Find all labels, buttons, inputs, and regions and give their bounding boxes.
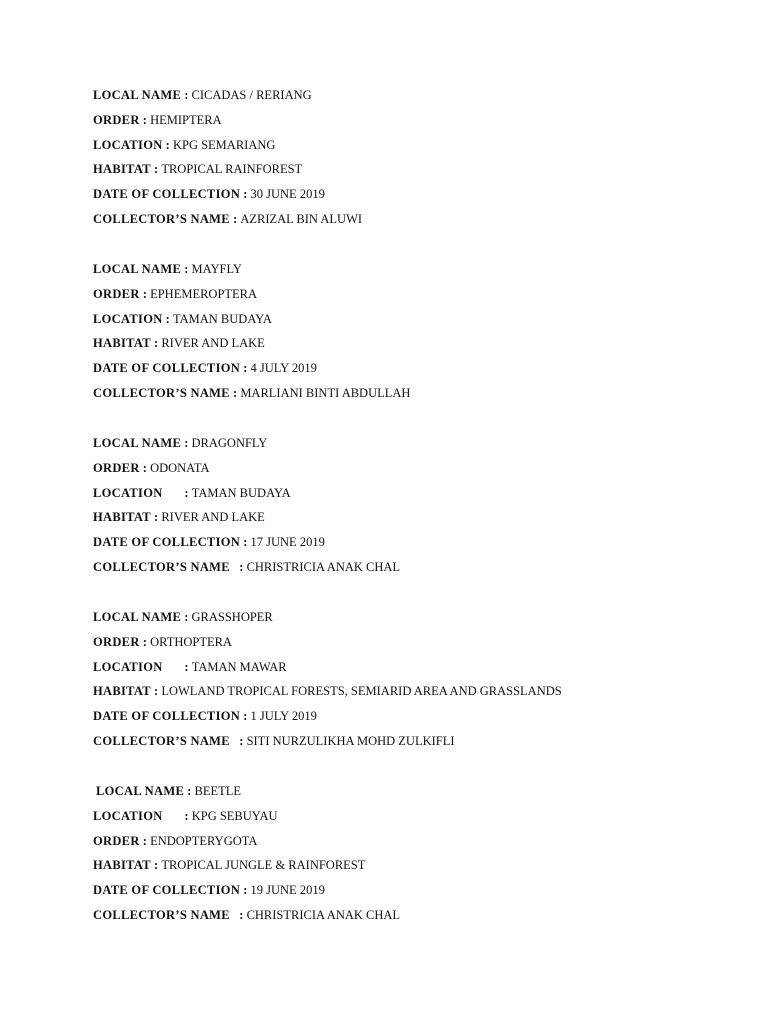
field-label: LOCATION — [93, 485, 163, 500]
field-separator: : — [139, 286, 151, 301]
record-field — [93, 558, 733, 583]
field-label: HABITAT — [93, 684, 151, 699]
field-label: LOCAL NAME — [93, 610, 182, 624]
field-label: DATE OF COLLECTION — [93, 187, 241, 202]
specimen-record — [93, 608, 733, 757]
field-value: 19 JUNE 2019 — [250, 883, 325, 898]
field-separator: : — [139, 634, 151, 649]
field-label: COLLECTOR’S NAME — [93, 385, 230, 400]
field-label: HABITAT — [93, 162, 151, 177]
field-label: ORDER — [93, 460, 140, 475]
field-value: EPHEMEROPTERA — [150, 286, 258, 301]
record-field — [93, 484, 733, 509]
record-field — [93, 334, 733, 359]
field-value: KPG SEBUYAU — [191, 808, 278, 823]
record-field — [93, 136, 733, 161]
field-label: LOCAL NAME — [93, 436, 182, 450]
field-separator: : — [229, 211, 241, 226]
field-label: DATE OF COLLECTION — [93, 535, 241, 550]
record-field — [93, 459, 733, 484]
field-separator: : — [162, 659, 192, 674]
record-field — [93, 533, 733, 558]
field-value: 4 JULY 2019 — [250, 361, 317, 376]
field-separator: : — [240, 187, 251, 202]
field-value: ORTHOPTERA — [150, 634, 232, 649]
field-value: TROPICAL JUNGLE & RAINFOREST — [161, 858, 366, 873]
field-value: DRAGONFLY — [191, 436, 268, 450]
field-value: GRASSHOPER — [191, 610, 273, 624]
record-field — [93, 310, 733, 335]
field-value: MARLIANI BINTI ABDULLAH — [240, 385, 411, 400]
field-separator: : — [150, 336, 162, 351]
specimen-record — [93, 260, 733, 409]
field-separator: : — [229, 559, 247, 574]
field-separator: : — [139, 112, 151, 127]
field-separator: : — [181, 610, 192, 624]
field-separator: : — [162, 137, 173, 152]
field-label: DATE OF COLLECTION — [93, 883, 241, 898]
field-label: COLLECTOR’S NAME — [93, 211, 230, 226]
record-field — [93, 707, 733, 732]
field-separator: : — [139, 460, 151, 475]
record-field — [93, 86, 733, 111]
field-value: 30 JUNE 2019 — [250, 187, 325, 202]
specimen-record — [93, 86, 733, 235]
field-separator: : — [162, 485, 192, 500]
field-separator: : — [150, 510, 162, 525]
record-field — [93, 881, 733, 906]
field-value: 1 JULY 2019 — [250, 709, 317, 724]
record-field — [93, 285, 733, 310]
record-field — [93, 633, 733, 658]
field-label: COLLECTOR’S NAME — [93, 733, 230, 748]
record-field — [93, 384, 733, 409]
field-value: TAMAN BUDAYA — [172, 311, 272, 326]
record-field — [93, 732, 733, 757]
record-field — [93, 906, 733, 931]
record-field — [93, 608, 733, 633]
field-label: ORDER — [93, 286, 140, 301]
field-separator: : — [181, 436, 192, 450]
field-separator: : — [181, 262, 192, 276]
field-value: TAMAN BUDAYA — [191, 485, 291, 500]
field-value: HEMIPTERA — [150, 112, 222, 127]
field-separator: : — [229, 733, 247, 748]
record-field — [93, 508, 733, 533]
field-separator: : — [162, 311, 173, 326]
field-separator: : — [240, 361, 251, 376]
record-field — [93, 434, 733, 459]
record-field — [93, 658, 733, 683]
field-value: AZRIZAL BIN ALUWI — [240, 211, 363, 226]
record-field — [93, 782, 733, 807]
field-separator: : — [181, 88, 192, 102]
record-field — [93, 807, 733, 832]
field-separator: : — [162, 808, 192, 823]
field-value: MAYFLY — [191, 262, 242, 276]
field-separator: : — [240, 535, 251, 550]
field-value: SITI NURZULIKHA MOHD ZULKIFLI — [246, 733, 455, 748]
field-value: CHRISTRICIA ANAK CHAL — [246, 907, 401, 922]
record-field — [93, 111, 733, 136]
specimen-record — [93, 434, 733, 583]
field-label: ORDER — [93, 833, 140, 848]
record-field — [93, 160, 733, 185]
field-label: LOCAL NAME — [96, 784, 185, 798]
record-field — [93, 856, 733, 881]
record-field — [93, 210, 733, 235]
field-value: CHRISTRICIA ANAK CHAL — [246, 559, 401, 574]
field-value: ENDOPTERYGOTA — [150, 833, 258, 848]
field-label: HABITAT — [93, 336, 151, 351]
field-label: LOCATION — [93, 311, 163, 326]
field-label: COLLECTOR’S NAME — [93, 559, 230, 574]
record-field — [93, 359, 733, 384]
field-label: DATE OF COLLECTION — [93, 361, 241, 376]
field-separator: : — [184, 784, 195, 798]
record-field — [93, 832, 733, 857]
field-separator: : — [150, 162, 162, 177]
field-value: KPG SEMARIANG — [172, 137, 276, 152]
field-value: ODONATA — [150, 460, 210, 475]
field-label: HABITAT — [93, 858, 151, 873]
field-value: LOWLAND TROPICAL FORESTS, SEMIARID AREA AND GRASSLANDS — [161, 684, 562, 699]
field-value: RIVER AND LAKE — [161, 510, 265, 525]
field-label: LOCATION — [93, 808, 163, 823]
field-label: COLLECTOR’S NAME — [93, 907, 230, 922]
field-value: RIVER AND LAKE — [161, 336, 265, 351]
field-value: CICADAS / RERIANG — [191, 88, 312, 102]
field-label: DATE OF COLLECTION — [93, 709, 241, 724]
field-value: TROPICAL RAINFOREST — [161, 162, 303, 177]
field-value: BEETLE — [194, 784, 242, 798]
field-value: 17 JUNE 2019 — [250, 535, 325, 550]
field-label: ORDER — [93, 634, 140, 649]
field-separator: : — [240, 883, 251, 898]
field-separator: : — [229, 907, 247, 922]
record-field — [93, 682, 733, 707]
field-label: LOCAL NAME — [93, 262, 182, 276]
field-separator: : — [150, 684, 162, 699]
field-separator: : — [240, 709, 251, 724]
field-separator: : — [139, 833, 151, 848]
record-field — [93, 185, 733, 210]
specimen-record — [93, 782, 733, 931]
field-value: TAMAN MAWAR — [191, 659, 287, 674]
field-separator: : — [229, 385, 241, 400]
field-label: LOCATION — [93, 659, 163, 674]
record-field — [93, 260, 733, 285]
field-label: HABITAT — [93, 510, 151, 525]
field-label: ORDER — [93, 112, 140, 127]
field-label: LOCATION — [93, 137, 163, 152]
field-label: LOCAL NAME — [93, 88, 182, 102]
field-separator: : — [150, 858, 162, 873]
